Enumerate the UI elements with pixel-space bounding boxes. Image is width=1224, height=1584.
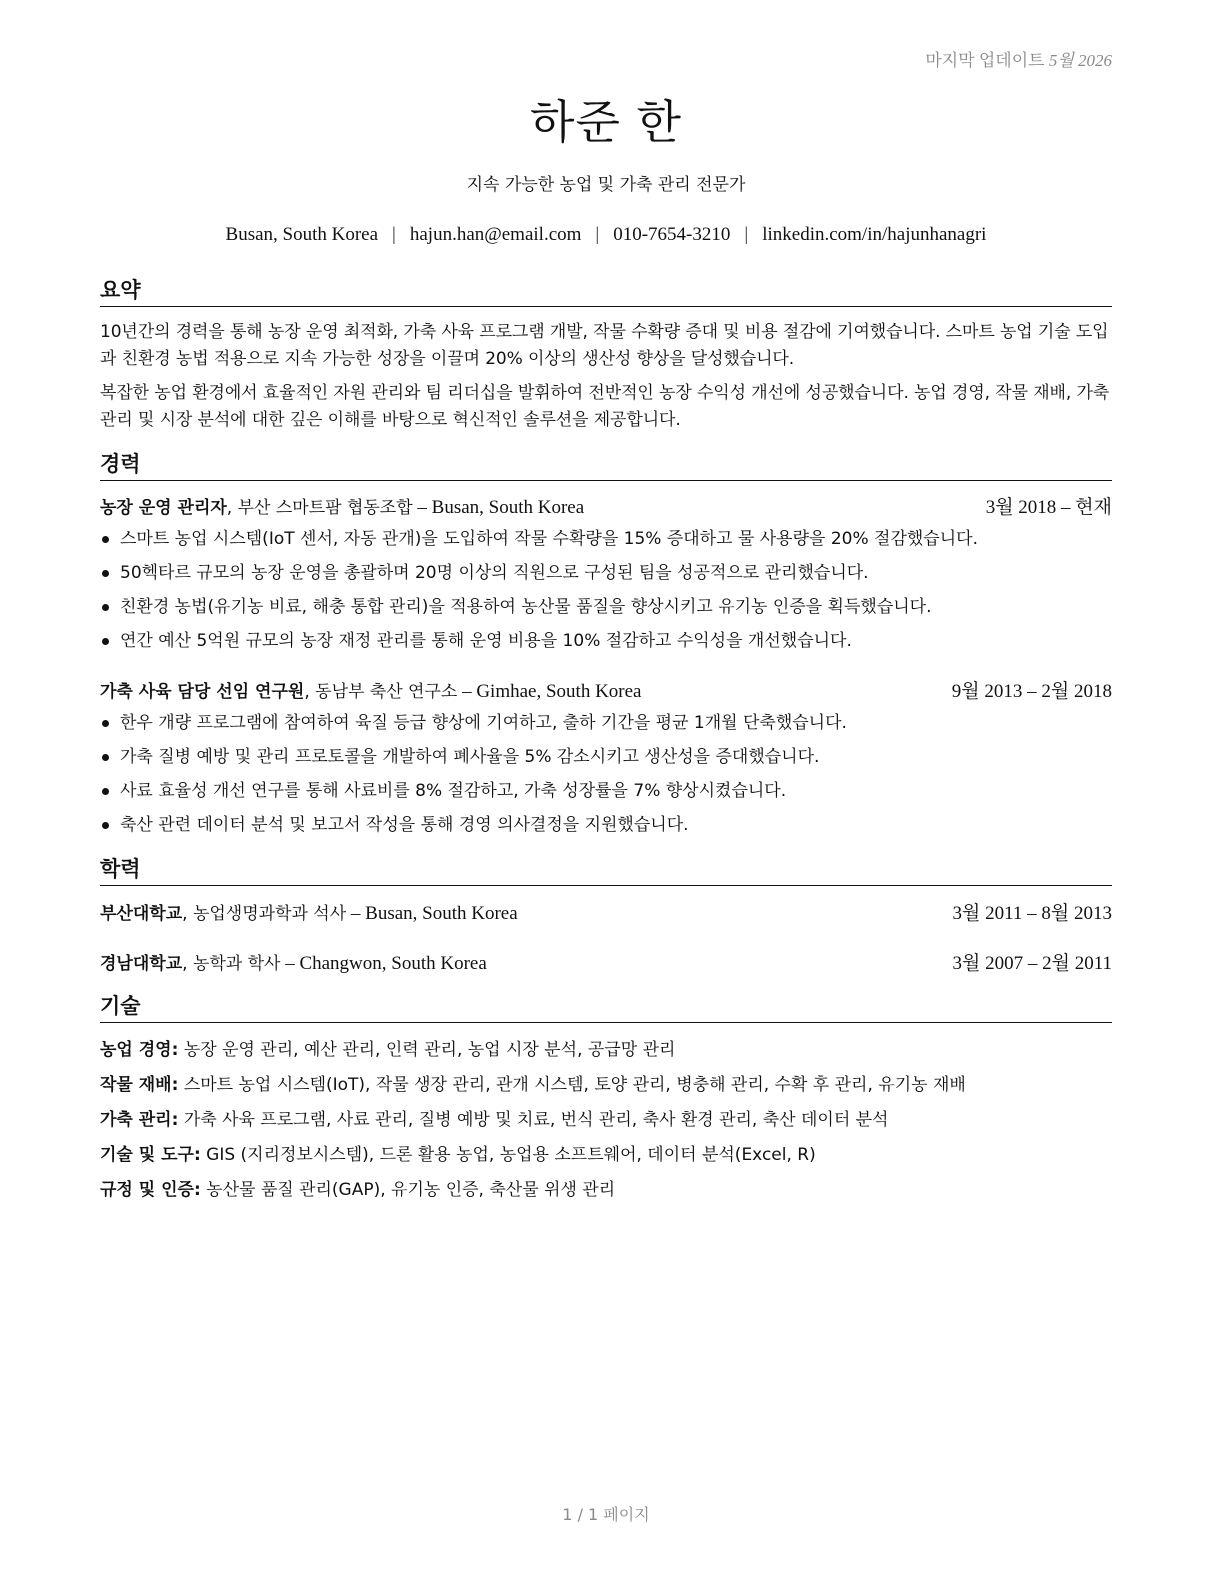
job-header: 농장 운영 관리자, 부산 스마트팜 협동조합 – Busan, South Korea 3월 2018 – 현재 bbox=[100, 497, 1112, 518]
education-school: 경남대학교 bbox=[100, 954, 183, 974]
list-item: 축산 관련 데이터 분석 및 보고서 작성을 통해 경영 의사결정을 지원했습니다. bbox=[100, 813, 1112, 847]
section-title-summary: 요약 bbox=[100, 276, 1112, 307]
job-location: Busan, South Korea bbox=[431, 497, 585, 518]
skill-label: 규정 및 인증: bbox=[100, 1180, 201, 1200]
education-degree: 농학과 학사 bbox=[192, 954, 281, 974]
contact-linkedin[interactable]: linkedin.com/in/hajunhanagri bbox=[762, 224, 987, 245]
skill-value: 가축 사육 프로그램, 사료 관리, 질병 예방 및 치료, 번식 관리, 축사 환경 관리, 축산 데이터 분석 bbox=[183, 1110, 889, 1130]
list-item: 스마트 농업 시스템(IoT 센서, 자동 관개)을 도입하여 작물 수확량을 15% 증대하고 물 사용량을 20% 절감했습니다. bbox=[100, 527, 1112, 561]
section-title-skills: 기술 bbox=[100, 992, 1112, 1023]
tagline: 지속 가능한 농업 및 가축 관리 전문가 bbox=[466, 175, 746, 195]
job-dates: 9월 2013 – 2월 2018 bbox=[951, 681, 1112, 702]
education-location: Changwon, South Korea bbox=[299, 953, 487, 974]
summary-paragraph: 10년간의 경력을 통해 농장 운영 최적화, 가축 사육 프로그램 개발, 작물 수확량 증대 및 비용 절감에 기여했습니다. 스마트 농업 기술 도입과 친환경 농법 적용으로 지속 가능한 성장을 이끌며 20% 이상의 생산성 향상을 달성했습니다. bbox=[100, 322, 1109, 369]
job-header: 가축 사육 담당 선임 연구원, 동남부 축산 연구소 – Gimhae, South Korea 9월 2013 – 2월 2018 bbox=[100, 681, 1112, 702]
skill-label: 가축 관리: bbox=[100, 1110, 179, 1130]
skill-value: 농장 운영 관리, 예산 관리, 인력 관리, 농업 시장 분석, 공급망 관리 bbox=[183, 1040, 676, 1060]
skill-row bbox=[100, 1038, 1112, 1062]
job-role: 농장 운영 관리자 bbox=[100, 498, 227, 518]
last-updated-label: 마지막 업데이트 bbox=[925, 51, 1045, 70]
contact-line bbox=[100, 224, 1112, 246]
education-entry: 부산대학교, 농업생명과학과 석사 – Busan, South Korea 3월 2011 – 8월 2013 bbox=[100, 903, 1112, 924]
skill-row bbox=[100, 1143, 1112, 1167]
education-entry: 경남대학교, 농학과 학사 – Changwon, South Korea 3월 2007 – 2월 2011 bbox=[100, 953, 1112, 974]
skill-value: GIS (지리정보시스템), 드론 활용 농업, 농업용 소프트웨어, 데이터 분석(Excel, R) bbox=[206, 1145, 816, 1165]
job-org: 동남부 축산 연구소 bbox=[315, 682, 458, 702]
skill-row bbox=[100, 1108, 1112, 1132]
contact-email[interactable]: hajun.han@email.com bbox=[409, 224, 582, 245]
skill-label: 농업 경영: bbox=[100, 1040, 179, 1060]
skill-label: 기술 및 도구: bbox=[100, 1145, 201, 1165]
resume-page bbox=[100, 0, 1112, 1584]
list-item: 연간 예산 5억원 규모의 농장 재정 관리를 통해 운영 비용을 10% 절감하고 수익성을 개선했습니다. bbox=[100, 629, 1112, 663]
last-updated-year: 2026 bbox=[1078, 51, 1112, 70]
skill-value: 스마트 농업 시스템(IoT), 작물 생장 관리, 관개 시스템, 토양 관리, 병충해 관리, 수확 후 관리, 유기농 재배 bbox=[183, 1075, 966, 1095]
job-role: 가축 사육 담당 선임 연구원 bbox=[100, 682, 305, 702]
list-item: 가축 질병 예방 및 관리 프로토콜을 개발하여 폐사율을 5% 감소시키고 생산성을 증대했습니다. bbox=[100, 745, 1112, 779]
job-org: 부산 스마트팜 협동조합 bbox=[237, 498, 413, 518]
summary-paragraph: 복잡한 농업 환경에서 효율적인 자원 관리와 팀 리더십을 발휘하여 전반적인 농장 수익성 개선에 성공했습니다. 농업 경영, 작물 재배, 가축 관리 및 시장 분석에 대한 깊은 이해를 바탕으로 혁신적인 솔루션을 제공합니다. bbox=[100, 383, 1110, 430]
contact-location: Busan, South Korea bbox=[225, 224, 379, 245]
section-title-education: 학력 bbox=[100, 855, 1112, 886]
list-item: 친환경 농법(유기농 비료, 해충 통합 관리)을 적용하여 농산물 품질을 향상시키고 유기농 인증을 획득했습니다. bbox=[100, 595, 1112, 629]
education-dates: 3월 2007 – 2월 2011 bbox=[952, 953, 1112, 974]
job-dates: 3월 2018 – 현재 bbox=[985, 497, 1112, 518]
last-updated bbox=[925, 46, 1112, 71]
last-updated-month: 5월 bbox=[1048, 51, 1074, 70]
contact-separator: | bbox=[595, 224, 600, 245]
skill-row bbox=[100, 1073, 1112, 1097]
skill-value: 농산물 품질 관리(GAP), 유기농 인증, 축산물 위생 관리 bbox=[206, 1180, 616, 1200]
education-location: Busan, South Korea bbox=[365, 903, 518, 924]
education-school: 부산대학교 bbox=[100, 904, 183, 924]
section-title-experience: 경력 bbox=[100, 450, 1112, 481]
education-degree: 농업생명과학과 석사 bbox=[192, 904, 347, 924]
job-bullets bbox=[100, 527, 1112, 663]
job-location: Gimhae, South Korea bbox=[476, 681, 642, 702]
skill-label: 작물 재배: bbox=[100, 1075, 179, 1095]
skill-row bbox=[100, 1178, 1112, 1202]
job-bullets bbox=[100, 711, 1112, 847]
list-item: 한우 개량 프로그램에 참여하여 육질 등급 향상에 기여하고, 출하 기간을 평균 1개월 단축했습니다. bbox=[100, 711, 1112, 745]
page-indicator: 1 / 1 페이지 bbox=[562, 1505, 650, 1524]
contact-separator: | bbox=[744, 224, 749, 245]
person-name: 하준 한 bbox=[530, 95, 682, 149]
list-item: 50헥타르 규모의 농장 운영을 총괄하며 20명 이상의 직원으로 구성된 팀을 성공적으로 관리했습니다. bbox=[100, 561, 1112, 595]
education-dates: 3월 2011 – 8월 2013 bbox=[952, 903, 1112, 924]
contact-phone: 010-7654-3210 bbox=[613, 224, 731, 245]
list-item: 사료 효율성 개선 연구를 통해 사료비를 8% 절감하고, 가축 성장률을 7% 향상시켰습니다. bbox=[100, 779, 1112, 813]
contact-separator: | bbox=[392, 224, 396, 245]
